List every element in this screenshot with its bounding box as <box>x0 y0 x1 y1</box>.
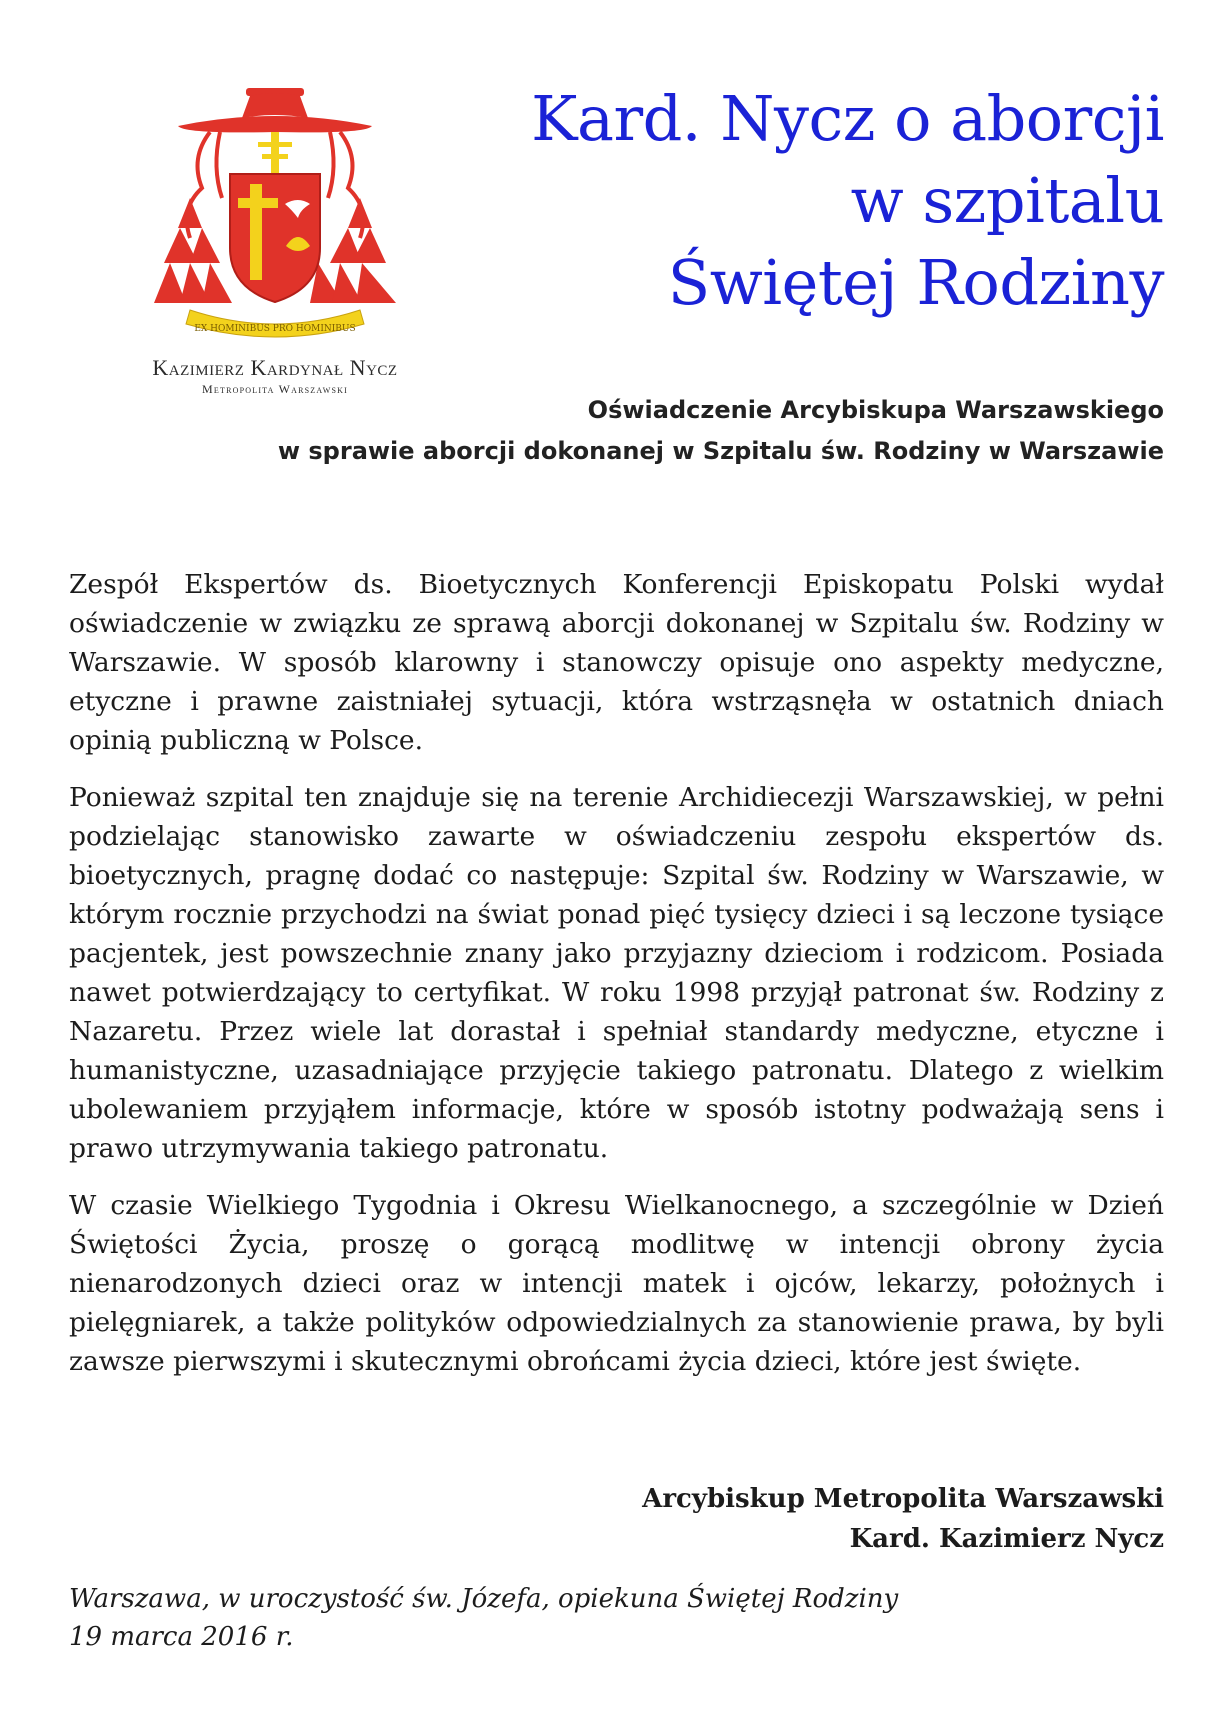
statement-subtitle <box>164 390 1164 472</box>
signature-name: Kard. Kazimierz Nycz <box>849 1524 1164 1554</box>
cardinal-name: Kazimierz Kardynał Nycz <box>152 355 398 380</box>
body-paragraph-2: Ponieważ szpital ten znajduje się na terenie Archidiecezji Warszawskiej, w pełni podzielając stanowisko zawarte w oświadczeniu zespołu ekspertów ds. bioetycznych, pragnę dodać co następuje: Szpital św. Rodziny w Warszawie, w którym rocznie przychodzi na świat ponad pięć tysięcy dzieci i są leczone tysiące pacjentek, jest powszechnie znany jako przyjazny dzieciom i rodzicom. Posiada nawet potwierdzający to certyfikat. W roku 1998 przyjął patronat św. Rodziny z Nazaretu. Przez wiele lat dorastał i spełniał standardy medyczne, etyczne i humanistyczne, uzasadniające przyjęcie takiego patronatu. Dlatego z wielkim ubolewaniem przyjąłem informacje, które w sposób istotny podważają sens i prawo utrzymywania takiego patronatu. <box>69 782 1164 1164</box>
signature-block <box>464 1479 1164 1559</box>
title-line-2: w szpitalu <box>850 164 1164 237</box>
subtitle-line-1: Oświadczenie Arcybiskupa Warszawskiego <box>587 396 1164 424</box>
cardinal-coat-of-arms-icon <box>150 88 400 348</box>
coat-motto: EX HOMINIBUS PRO HOMINIBUS <box>194 324 356 334</box>
place-date <box>69 1580 1069 1656</box>
body-paragraph-1: Zespół Ekspertów ds. Bioetycznych Konferencji Episkopatu Polski wydał oświadczenie w związku ze sprawą aborcji dokonanej w Szpitalu św. Rodziny w Warszawie. W sposób klarowny i stanowczy opisuje ono aspekty medyczne, etyczne i prawne zaistniałej sytuacji, która wstrząsnęła w ostatnich dniach opinią publiczną w Polsce. <box>69 569 1164 756</box>
title-line-1: Kard. Nycz o aborcji <box>531 82 1164 155</box>
page-title <box>464 78 1164 324</box>
subtitle-line-2: w sprawie aborcji dokonanej w Szpitalu św. Rodziny w Warszawie <box>277 437 1164 465</box>
statement-body <box>69 565 1164 1399</box>
date-line: 19 marca 2016 r. <box>69 1622 294 1652</box>
place-line: Warszawa, w uroczystość św. Józefa, opiekuna Świętej Rodziny <box>69 1584 899 1614</box>
title-line-3: Świętej Rodziny <box>667 246 1164 319</box>
signature-title: Arcybiskup Metropolita Warszawski <box>642 1484 1164 1514</box>
cardinal-role: Metropolita Warszawski <box>202 382 348 396</box>
body-paragraph-3: W czasie Wielkiego Tygodnia i Okresu Wielkanocnego, a szczególnie w Dzień Świętości Życia, proszę o gorącą modlitwę w intencji obrony życia nienarodzonych dzieci oraz w intencji matek i ojców, lekarzy, położnych i pielęgniarek, a także polityków odpowiedzialnych za stanowienie prawa, by byli zawsze pierwszymi i skutecznymi obrońcami życia dzieci, które jest święte. <box>69 1190 1164 1377</box>
